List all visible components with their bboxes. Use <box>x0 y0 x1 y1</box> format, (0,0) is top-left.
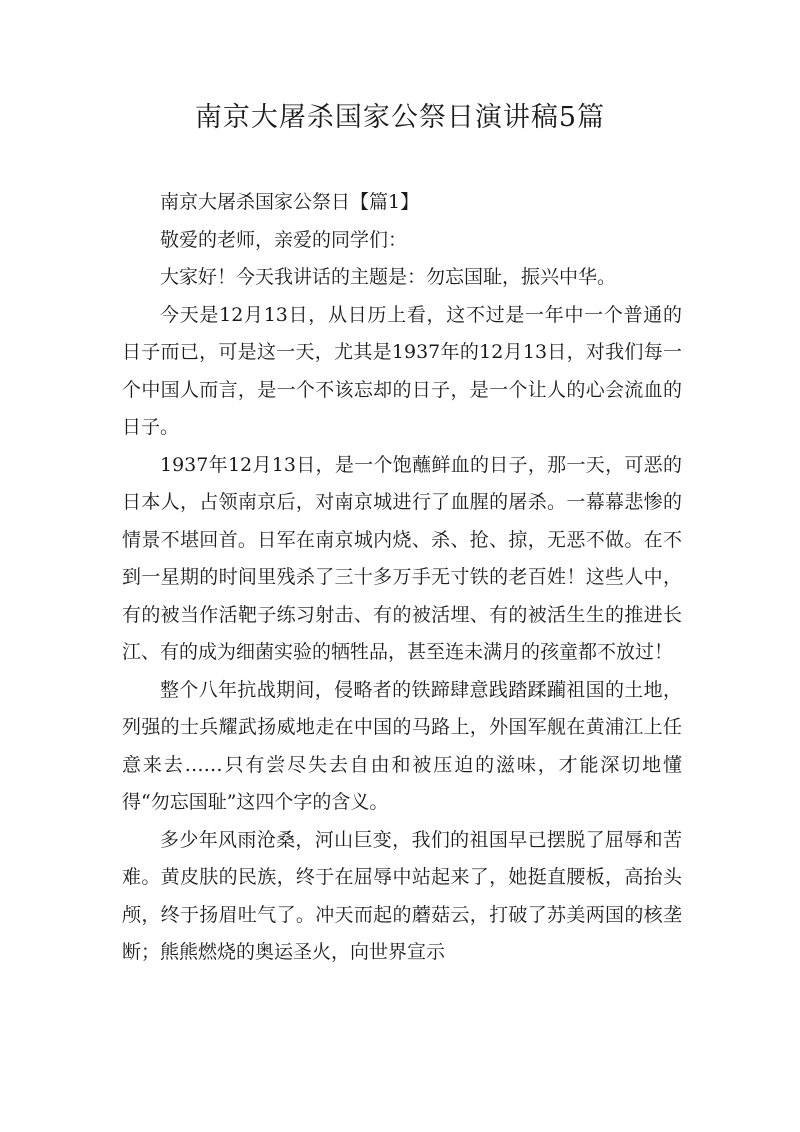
paragraph: 1937年12月13日，是一个饱蘸鲜血的日子，那一天，可恶的日本人，占领南京后，对南京城进行了血腥的屠杀。一幕幕悲惨的情景不堪回首。日军在南京城内烧、杀、抢、掠，无恶不做。在不到一星期的时间里残杀了三十多万手无寸铁的老百姓！这些人中，有的被当作活靶子练习射击、有的被活埋、有的被活生生的推进长江、有的成为细菌实验的牺牲品，甚至连未满月的孩童都不放过！ <box>122 453 682 663</box>
paragraph: 多少年风雨沧桑，河山巨变，我们的祖国早已摆脱了屈辱和苦难。黄皮肤的民族，终于在屈辱中站起来了，她挺直腰板，高抬头颅，终于扬眉吐气了。冲天而起的蘑菇云，打破了苏美两国的核垄断；熊熊燃烧的奥运圣火，向世界宣示 <box>122 828 682 963</box>
salutation: 敬爱的老师，亲爱的同学们： <box>160 228 408 251</box>
document-title: 南京大屠杀国家公祭日演讲稿5篇 <box>194 102 606 133</box>
document-body <box>122 184 682 972</box>
section-heading: 南京大屠杀国家公祭日【篇1】 <box>160 191 420 213</box>
paragraph: 今天是12月13日，从日历上看，这不过是一年中一个普通的日子而已，可是这一天，尤其是1937年的12月13日，对我们每一个中国人而言，是一个不该忘却的日子，是一个让人的心会流血的日子。 <box>122 303 682 438</box>
paragraph: 整个八年抗战期间，侵略者的铁蹄肆意践踏蹂躏祖国的土地，列强的士兵耀武扬威地走在中国的马路上，外国军舰在黄浦江上任意来去……只有尝尽失去自由和被压迫的滋味，才能深切地懂得“勿忘国耻”这四个字的含义。 <box>122 678 682 813</box>
paragraph: 大家好！今天我讲话的主题是：勿忘国耻，振兴中华。 <box>160 266 617 288</box>
